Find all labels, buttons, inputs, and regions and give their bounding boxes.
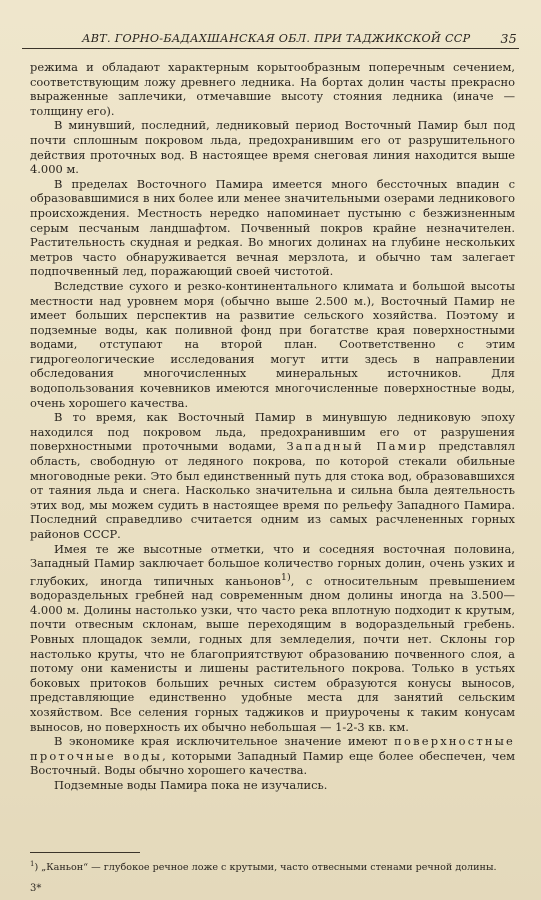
footnote-marker: 1 [30,860,35,868]
paragraph-5-part-a: В то время, как Восточный Памир в минувшую ледниковую эпоху находился под покровом льда, предохранившим его от разрушения поверхностными проточными водами, [30,410,515,454]
paragraph-7-emphasis: поверхностные проточные воды [30,734,515,763]
footnote [30,858,515,874]
paragraph-4: Вследствие сухого и резко-континентального климата и большой высоты местности над уровнем моря (обычно выше 2.500 м.), Восточный Памир не имеет больших перспектив на развитие сельского хозяйства. Поэтому и подземные воды, как поливной фонд при богатстве края поверхностными водами, отступают на второй план. Соответственно с этим гидрогеологические исследования могут итти здесь в направлении обследования многочисленных минеральных источников. Для водопользования кочевников имеются многочисленные поверхностные воды, очень хорошего качества. [30,278,515,410]
paragraph-7 [30,734,515,778]
paragraph-6-part-b: , с относительным превышением водораздельных гребней над современным дном долины иногда на 3.500—4.000 м. Долины настолько узки, что часто река вплотную подходит к крутым, почти отвесным склонам, выше переходящим в водораздельный гребень. Ровных площадок земли, годных для земледелия, почти нет. Склоны гор настолько круты, что не благоприятствуют образованию почвенного слоя, а потому они каменисты и лишены растительного покрова. Только в устьях боковых притоков больших речных систем образуются конусы выносов, представляющие единственно удобные места для занятий сельским хозяйством. Все селения горных таджиков и приурочены к таким конусам выносов, но поверхность их обычно небольшая — 1-2-3 кв. км. [30,573,515,734]
paragraph-5 [30,410,515,541]
footnote-text: ) „Каньон“ — глубокое речное ложе с крутыми, часто отвесными стенами речной долины. [34,862,497,874]
footnote-reference: 1) [280,571,291,583]
header-title: АВТ. ГОРНО-БАДАХШАНСКАЯ ОБЛ. ПРИ ТАДЖИКСКОЙ ССР [82,32,471,45]
printer-signature: 3* [30,883,42,894]
main-text [30,60,515,793]
footnote-reference-number: 1 [280,571,287,583]
footnote-divider [30,852,140,853]
page-number: 35 [500,31,517,46]
paragraph-3: В пределах Восточного Памира имеется много бессточных впадин с образовавшимися в них более или менее значительными озерами ледникового происхождения. Местность нередко напоминает пустыню с безжизненным серым песчаным ландшафтом. Почвенный покров крайне незначителен. Растительность скудная и редкая. Во многих долинах на глубине нескольких метров часто обнаруживается вечная мерзлота, и обычно там залегает подпочвенный лед, поражающий своей чистотой. [30,176,515,279]
paragraph-8: Подземные воды Памира пока не изучались. [54,777,328,792]
paragraph-7-part-b: , которыми Западный Памир еще более обеспечен, чем Восточный. Воды обычно хорошего качества. [30,748,515,778]
paragraph-2: В минувший, последний, ледниковый период Восточный Памир был под почти сплошным покровом льда, предохранившим его от разрушительного действия проточных вод. В настоящее время снеговая линия находится выше 4.000 м. [30,118,515,177]
paragraph-1: режима и обладают характерным корытообразным поперечным сечением, соответствующим ложу древнего ледника. На бортах долин часты прекрасно выраженные заплечики, отмечавшие высоту стояния ледника (иначе — толщину его). [30,60,515,118]
paragraph-5-emphasis: Западный Памир [286,439,429,454]
paragraph-5-part-b: представлял область, свободную от ледяного покрова, по которой стекали обильные многоводные реки. Это был единственный путь для стока вод, образовавшихся от таяния льда и снега. Насколько значительна и сильна была деятельность этих вод, мы можем судить в настоящее время по рельефу Западного Памира. Последний справедливо считается одним из самых расчлененных горных районов СССР. [30,439,515,541]
paragraph-6 [30,542,515,735]
paragraph-6-part-a: Имея те же высотные отметки, что и соседняя восточная половина, Западный Памир заключает большое количество горных долин, очень узких и глубоких, иногда типичных каньонов [30,541,515,588]
paragraph-7-part-a: В экономике края исключительное значение имеют [54,734,395,749]
running-header [22,30,519,49]
